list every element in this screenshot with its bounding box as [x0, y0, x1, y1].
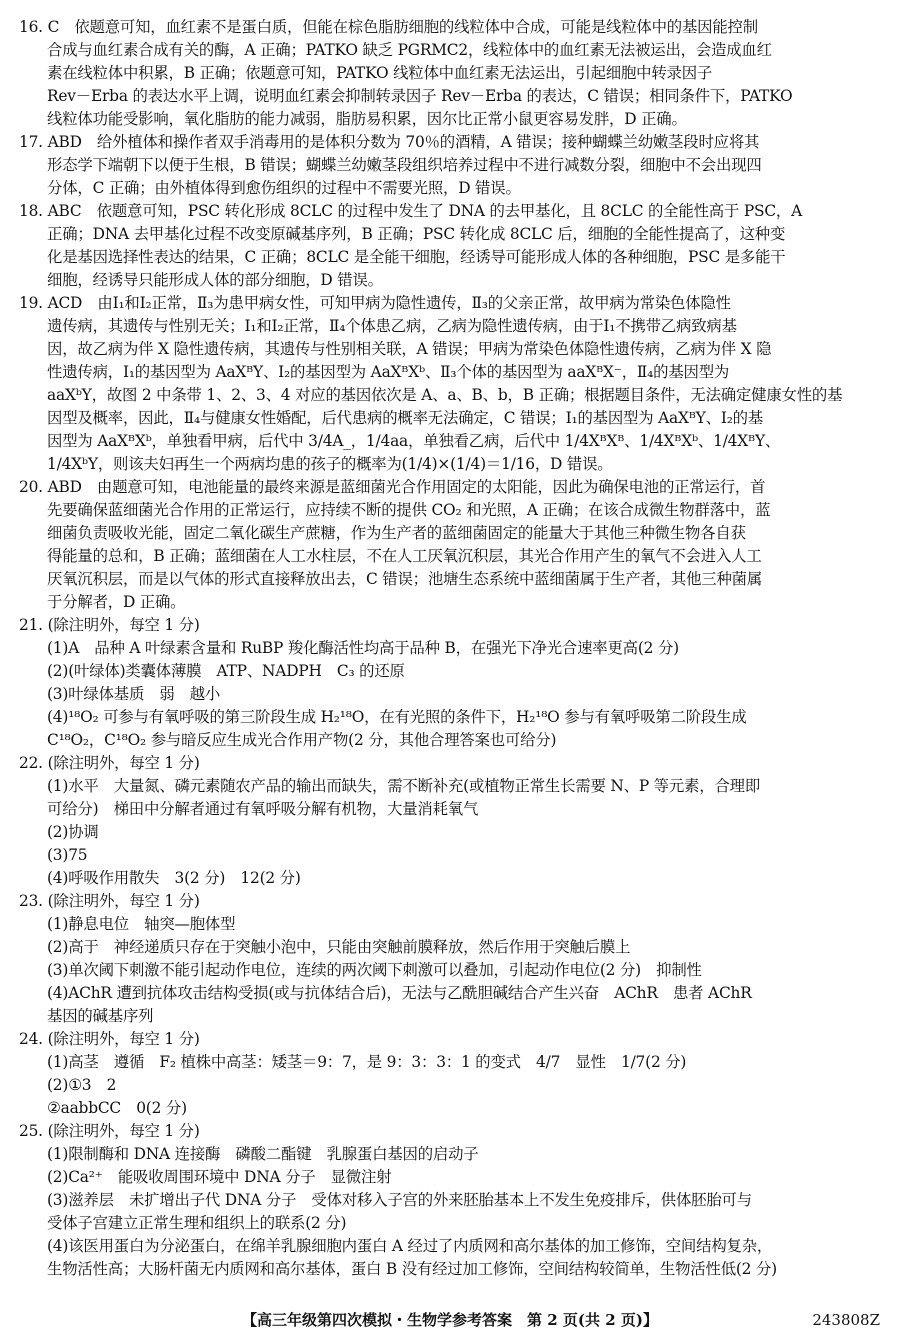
text-line: 因型及概率，因此，Ⅱ₄与健康女性婚配，后代患病的概率无法确定，C 错误；Ⅰ₁的基因型为 AaXᴮY、Ⅰ₂的基 — [47, 409, 764, 427]
text-line: 得能量的总和，B 正确；蓝细菌在人工水柱层，不在人工厌氧沉积层，其光合作用产生的氧气不会进入人工 — [47, 547, 762, 565]
answer-25 — [19, 1120, 887, 1281]
answer-23 — [19, 890, 887, 1028]
answer-17 — [19, 131, 887, 200]
text-line: 线粒体功能受影响，氧化脂肪的能力减弱，脂肪易积累，因尔比正常小鼠更容易发胖，D 正确。 — [47, 110, 687, 128]
text-line: 1/4XᵇY，则该夫妇再生一个两病均患的孩子的概率为(1/4)×(1/4)＝1/16，D 错误。 — [47, 455, 613, 473]
question-heading: 21. (除注明外，每空 1 分) — [19, 616, 200, 634]
page-footer — [0, 1308, 900, 1332]
text-line: (3)75 — [47, 846, 88, 864]
text-line: (3)滋养层 未扩增出子代 DNA 分子 受体对移入子宫的外来胚胎基本上不发生免疫排斥，供体胚胎可与 — [47, 1191, 752, 1209]
answer-24 — [19, 1028, 887, 1120]
text-line: Rev－Erba 的表达水平上调，说明血红素会抑制转录因子 Rev－Erba 的表达，C 错误；相同条件下，PATKO — [47, 87, 793, 105]
answer-22 — [19, 752, 887, 890]
answer-content — [19, 16, 887, 1281]
text-line: 合成与血红素合成有关的酶，A 正确；PATKO 缺乏 PGRMC2，线粒体中的血红素无法被运出，会造成血红 — [47, 41, 772, 59]
text-line: 化是基因选择性表达的结果，C 正确；8CLC 是全能干细胞，经诱导可能形成人体的各种细胞，PSC 是多能干 — [47, 248, 786, 266]
question-heading: 25. (除注明外，每空 1 分) — [19, 1122, 200, 1140]
text-line: 素在线粒体中积累，B 正确；依题意可知，PATKO 线粒体中血红素无法运出，引起细胞中转录因子 — [47, 64, 713, 82]
text-line: (1)高茎 遵循 F₂ 植株中高茎：矮茎＝9：7，是 9：3：3：1 的变式 4/7 显性 1/7(2 分) — [47, 1053, 687, 1071]
question-heading: 24. (除注明外，每空 1 分) — [19, 1030, 200, 1048]
answer-20 — [19, 476, 887, 614]
text-line: 厌氧沉积层，而是以气体的形式直接释放出去，C 错误；池塘生态系统中蓝细菌属于生产者，其他三种菌属 — [47, 570, 763, 588]
text-line: 16. C 依题意可知，血红素不是蛋白质，但能在棕色脂肪细胞的线粒体中合成，可能是线粒体中的基因能控制 — [19, 18, 758, 36]
text-line: (2)协调 — [47, 823, 99, 841]
answer-21 — [19, 614, 887, 752]
text-line: 可给分) 梯田中分解者通过有氧呼吸分解有机物，大量消耗氧气 — [47, 800, 479, 818]
text-line: (2)(叶绿体)类囊体薄膜 ATP、NADPH C₃ 的还原 — [47, 662, 405, 680]
text-line: (4)该医用蛋白为分泌蛋白，在绵羊乳腺细胞内蛋白 A 经过了内质网和高尔基体的加工修饰，空间结构复杂， — [47, 1237, 773, 1255]
question-heading: 22. (除注明外，每空 1 分) — [19, 754, 200, 772]
text-line: C¹⁸O₂，C¹⁸O₂ 参与暗反应生成光合作用产物(2 分，其他合理答案也可给分) — [47, 731, 557, 749]
text-line: 细胞，经诱导只能形成人体的部分细胞，D 错误。 — [47, 271, 383, 289]
text-line: ②aabbCC 0(2 分) — [47, 1099, 187, 1117]
question-heading: 23. (除注明外，每空 1 分) — [19, 892, 200, 910]
text-line: (4)¹⁸O₂ 可参与有氧呼吸的第三阶段生成 H₂¹⁸O，在有光照的条件下，H₂¹⁸O 参与有氧呼吸第二阶段生成 — [47, 708, 747, 726]
text-line: (1)静息电位 轴突—胞体型 — [47, 915, 236, 933]
text-line: 分体，C 正确；由外植体得到愈伤组织的过程中不需要光照，D 错误。 — [47, 179, 521, 197]
answer-16 — [19, 16, 887, 131]
footer-title: 【高三年级第四次模拟・生物学参考答案 第 2 页(共 2 页)】 — [242, 1311, 658, 1329]
text-line: (3)单次阈下刺激不能引起动作电位，连续的两次阈下刺激可以叠加，引起动作电位(2 分) 抑制性 — [47, 961, 702, 979]
text-line: 18. ABC 依题意可知，PSC 转化形成 8CLC 的过程中发生了 DNA 的去甲基化，且 8CLC 的全能性高于 PSC，A — [19, 202, 803, 220]
text-line: 基因的碱基序列 — [47, 1007, 154, 1025]
text-line: 先要确保蓝细菌光合作用的正常运行，应持续不断的提供 CO₂ 和光照，A 正确；在该合成微生物群落中，蓝 — [47, 501, 771, 519]
text-line: (2)Ca²⁺ 能吸收周围环境中 DNA 分子 显微注射 — [47, 1168, 392, 1186]
text-line: (4)AChR 遭到抗体攻击结构受损(或与抗体结合后)，无法与乙酰胆碱结合产生兴奋 AChR 患者 AChR — [47, 984, 752, 1002]
answer-18 — [19, 200, 887, 292]
text-line: (2)①3 2 — [47, 1076, 117, 1094]
text-line: 17. ABD 给外植体和操作者双手消毒用的是体积分数为 70％的酒精，A 错误；接种蝴蝶兰幼嫩茎段时应将其 — [19, 133, 760, 151]
text-line: (1)A 品种 A 叶绿素含量和 RuBP 羧化酶活性均高于品种 B，在强光下净光合速率更高(2 分) — [47, 639, 679, 657]
text-line: 于分解者，D 正确。 — [47, 593, 186, 611]
text-line: (4)呼吸作用散失 3(2 分) 12(2 分) — [47, 869, 301, 887]
text-line: 因型为 AaXᴮXᵇ，单独看甲病，后代中 3/4A_，1/4aa，单独看乙病，后代中 1/4XᴮXᴮ、1/4XᴮXᵇ、1/4XᴮY、 — [47, 432, 781, 450]
text-line: 受体子宫建立正常生理和组织上的联系(2 分) — [47, 1214, 347, 1232]
answer-19 — [19, 292, 887, 476]
text-line: (3)叶绿体基质 弱 越小 — [47, 685, 221, 703]
text-line: (2)高于 神经递质只存在于突触小泡中，只能由突触前膜释放，然后作用于突触后膜上 — [47, 938, 631, 956]
text-line: 遗传病，其遗传与性别无关；Ⅰ₁和Ⅰ₂正常，Ⅱ₄个体患乙病，乙病为隐性遗传病，由于Ⅰ₁不携带乙病致病基 — [47, 317, 737, 335]
text-line: 正确；DNA 去甲基化过程不改变原碱基序列，B 正确；PSC 转化成 8CLC 后，细胞的全能性提高了，这种变 — [47, 225, 786, 243]
text-line: 19. ACD 由Ⅰ₁和Ⅰ₂正常，Ⅱ₃为患甲病女性，可知甲病为隐性遗传，Ⅱ₃的父亲正常，故甲病为常染色体隐性 — [19, 294, 731, 312]
text-line: (1)限制酶和 DNA 连接酶 磷酸二酯键 乳腺蛋白基因的启动子 — [47, 1145, 479, 1163]
text-line: 20. ABD 由题意可知，电池能量的最终来源是蓝细菌光合作用固定的太阳能，因此为确保电池的正常运行，首 — [19, 478, 766, 496]
text-line: 生物活性高；大肠杆菌无内质网和高尔基体，蛋白 B 没有经过加工修饰，空间结构较简单，生物活性低(2 分) — [47, 1260, 777, 1278]
text-line: 形态学下端朝下以便于生根，B 错误；蝴蝶兰幼嫩茎段组织培养过程中不进行减数分裂，细胞中不会出现四 — [47, 156, 762, 174]
text-line: 因，故乙病为伴 X 隐性遗传病，其遗传与性别相关联，A 错误；甲病为常染色体隐性遗传病，乙病为伴 X 隐 — [47, 340, 772, 358]
text-line: aaXᵇY，故图 2 中条带 1、2、3、4 对应的基因依次是 A、a、B、b，B 正确；根据题目条件，无法确定健康女性的基 — [47, 386, 843, 404]
text-line: 细菌负责吸收光能，固定二氧化碳生产蔗糖，作为生产者的蓝细菌固定的能量大于其他三种微生物各自获 — [47, 524, 746, 542]
text-line: (1)水平 大量氮、磷元素随农产品的输出而缺失，需不断补充(或植物正常生长需要 N、P 等元素，合理即 — [47, 777, 761, 795]
footer-code: 243808Z — [812, 1311, 880, 1329]
text-line: 性遗传病，Ⅰ₁的基因型为 AaXᴮY、Ⅰ₂的基因型为 AaXᴮXᵇ、Ⅱ₃个体的基因型为 aaXᴮX⁻，Ⅱ₄的基因型为 — [47, 363, 730, 381]
